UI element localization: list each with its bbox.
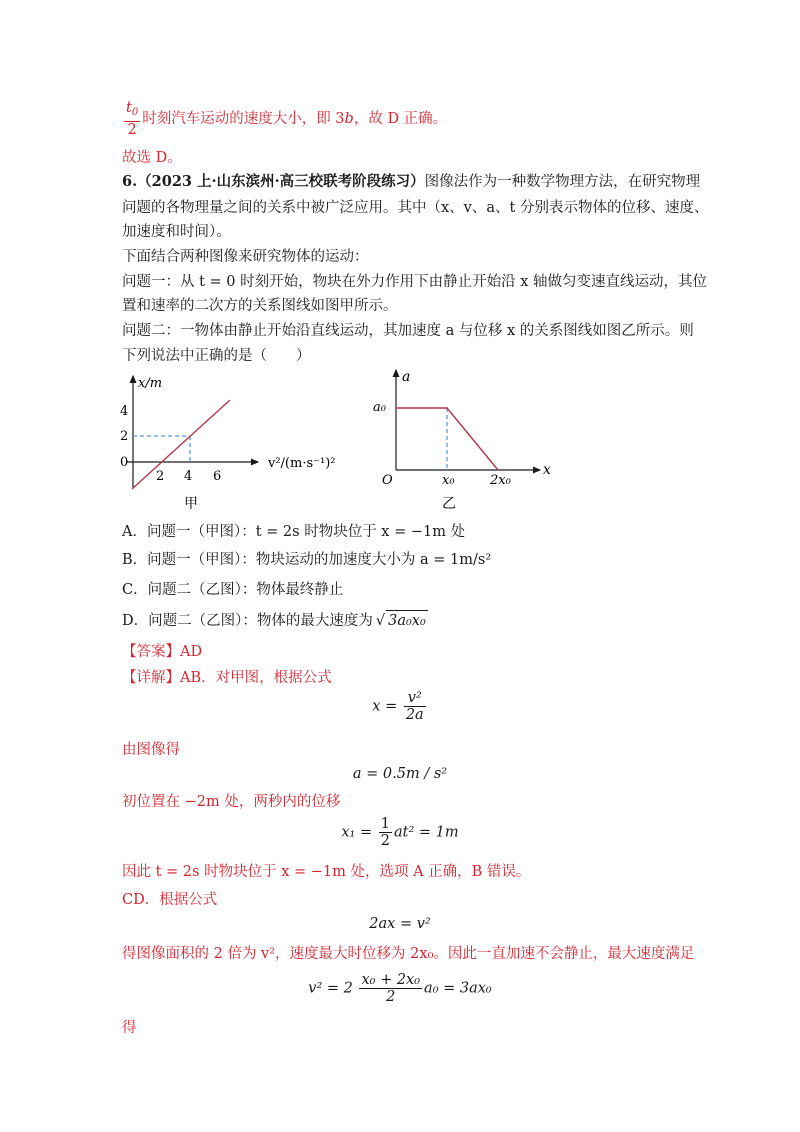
question-source: （2023 上·山东滨州·高三校联考阶段练习）	[137, 173, 425, 190]
graph-jia-caption: 甲	[184, 496, 198, 512]
formula-3: x₁ = $\frac{1}{2}$ at² = 1m	[341, 816, 459, 849]
graph-jia-ytick-0: 0	[120, 455, 129, 470]
option-c: C．问题二（乙图）：物体最终静止	[122, 582, 344, 598]
graph-jia	[116, 370, 356, 520]
graph-yi-2x0: 2x₀	[490, 473, 511, 488]
formula-5: v² = 2 $\frac{\text{x₀ + 2x₀}}{2}$ a₀ = 3ax₀	[308, 972, 492, 1005]
problem2-line-1: 问题二：一物体由静止开始沿直线运动，其加速度 a 与位移 x 的关系图线如图乙所示。则	[122, 323, 694, 339]
t0-fraction: $\frac{t_0}{2}$	[126, 100, 139, 138]
final-de: 得	[122, 1020, 137, 1036]
conclusion-ab: 因此 t = 2s 时物块位于 x = −1m 处，选项 A 正确，B 错误。	[122, 864, 531, 880]
graph-jia-ytick-2: 2	[120, 429, 129, 444]
answer-tag: 【答案】AD	[122, 644, 203, 660]
question-line-3: 加速度和时间）。	[122, 224, 231, 240]
formula-4: 2ax = v²	[369, 916, 431, 932]
option-d: D．问题二（乙图）：物体的最大速度为 √ 3a₀x₀	[122, 610, 428, 631]
question-line-1: 6.（2023 上·山东滨州·高三校联考阶段练习）图像法作为一种数学物理方法，在研究物理	[122, 173, 701, 190]
graph-jia-ylabel: x/m	[138, 376, 163, 391]
question-line-2: 问题的各物理量之间的关系中被广泛应用。其中（x、v、a、t 分别表示物体的位移、速度、	[122, 200, 709, 216]
graph-jia-xlabel: v²/(m·s⁻¹)²	[268, 456, 336, 471]
question-number: 6.	[122, 173, 138, 190]
from-graph: 由图像得	[122, 742, 180, 758]
graph-yi	[372, 364, 562, 520]
initial-position: 初位置在 −2m 处，两秒内的位移	[122, 794, 341, 810]
graph-yi-caption: 乙	[442, 496, 456, 512]
formula-2: a = 0.5m / s²	[352, 766, 448, 782]
problem1-line-1: 问题一：从 t = 0 时刻开始，物块在外力作用下由静止开始沿 x 轴做匀变速直线运动，其位	[122, 274, 708, 290]
option-a: A．问题一（甲图）：t = 2s 时物块位于 x = −1m 处	[122, 524, 466, 540]
option-b: B．问题一（甲图）：物块运动的加速度大小为 a = 1m/s²	[122, 552, 492, 568]
graph-yi-xlabel: x	[543, 462, 551, 478]
formula-1: x = $\frac{\text{v²}}{2a}$	[372, 690, 424, 723]
detail-line: 【详解】AB．对甲图，根据公式	[122, 670, 332, 686]
intro-line: $\frac{t_0}{2}$ 时刻汽车运动的速度大小，即 3b，故 D 正确。	[126, 100, 448, 138]
cd-line: CD．根据公式	[122, 892, 218, 908]
graph-jia-xtick-2: 2	[156, 469, 165, 484]
cd-text: 得图像面积的 2 倍为 v²，速度最大时位移为 2x₀。因此一直加速不会静止，最大速度满足	[122, 946, 695, 962]
graph-jia-xtick-6: 6	[213, 469, 222, 484]
problem2-line-2: 下列说法中正确的是（ ）	[122, 348, 311, 364]
option-d-sqrt: 3a₀x₀	[386, 610, 428, 631]
graph-yi-ylabel: a	[402, 369, 411, 385]
problem1-line-2: 置和速率的二次方的关系图线如图甲所示。	[122, 298, 398, 314]
graph-jia-xtick-4: 4	[184, 469, 193, 484]
graph-yi-x0: x₀	[442, 473, 455, 488]
choose-line: 故选 D。	[122, 150, 182, 166]
graph-yi-origin: O	[382, 473, 393, 488]
graph-jia-ytick-4: 4	[120, 404, 129, 419]
question-line-4: 下面结合两种图像来研究物体的运动：	[122, 249, 369, 265]
graph-yi-a0: a₀	[373, 400, 386, 415]
